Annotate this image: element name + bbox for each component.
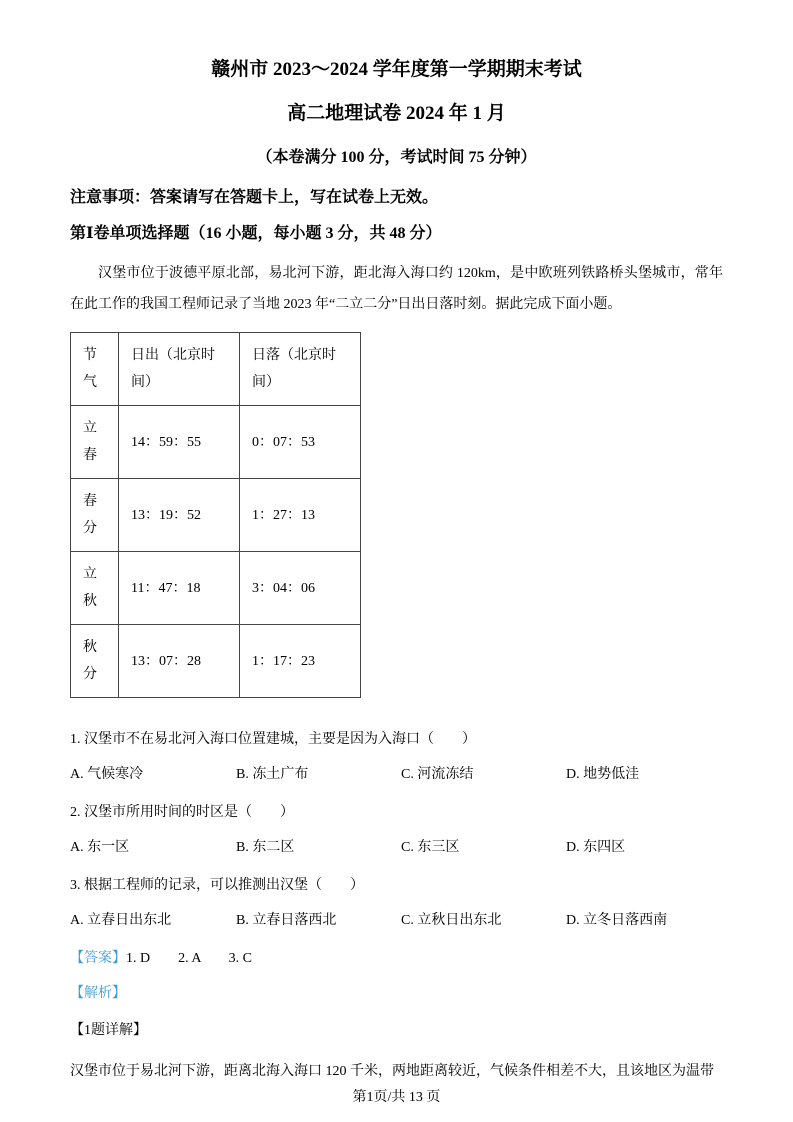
table-row <box>71 406 361 479</box>
exam-subtitle: （本卷满分 100 分，考试时间 75 分钟） <box>256 149 537 166</box>
table-cell-sunset: 0：07：53 <box>240 406 361 479</box>
question-3-options <box>70 911 723 931</box>
table-cell-sunset: 1：17：23 <box>240 625 361 698</box>
table-cell-sunrise: 13：07：28 <box>119 625 240 698</box>
table-header-term: 节气 <box>71 333 119 406</box>
answer-text: 1. D 2. A 3. C <box>126 951 253 966</box>
table-row <box>71 625 361 698</box>
question-3-option-b: B. 立春日落西北 <box>236 913 337 928</box>
answer-label: 【答案】 <box>70 951 126 966</box>
answer-line <box>70 949 723 969</box>
question-2 <box>70 803 723 858</box>
table-cell-term: 春分 <box>71 479 119 552</box>
question-3-option-d: D. 立冬日落西南 <box>566 913 668 928</box>
question-2-option-d: D. 东四区 <box>566 840 626 855</box>
question-3-option-a: A. 立春日出东北 <box>70 913 172 928</box>
question-1-option-d: D. 地势低洼 <box>566 767 640 782</box>
sunrise-sunset-table <box>70 332 361 698</box>
exam-title-line2: 高二地理试卷 2024 年 1 月 <box>287 103 506 124</box>
question-2-option-c: C. 东三区 <box>401 840 460 855</box>
table-cell-term: 立春 <box>71 406 119 479</box>
question-1-option-a: A. 气候寒冷 <box>70 767 144 782</box>
table-cell-sunrise: 11：47：18 <box>119 552 240 625</box>
question-1-stem: 1. 汉堡市不在易北河入海口位置建城，主要是因为入海口（ ） <box>70 732 476 747</box>
question-3 <box>70 876 723 931</box>
table-header-sunset: 日落（北京时间） <box>240 333 361 406</box>
table-row <box>71 479 361 552</box>
question-3-option-c: C. 立秋日出东北 <box>401 913 502 928</box>
analysis-label: 【解析】 <box>70 986 126 1001</box>
table-cell-sunrise: 14：59：55 <box>119 406 240 479</box>
question-1-options <box>70 765 723 785</box>
question-1 <box>70 730 723 785</box>
table-cell-sunrise: 13：19：52 <box>119 479 240 552</box>
question-3-stem: 3. 根据工程师的记录，可以推测出汉堡（ ） <box>70 878 364 893</box>
table-row <box>71 552 361 625</box>
notice-line: 注意事项：答案请写在答题卡上，写在试卷上无效。 <box>70 189 439 206</box>
question-2-options <box>70 838 723 858</box>
question-2-option-a: A. 东一区 <box>70 840 130 855</box>
intro-paragraph: 汉堡市位于波德平原北部，易北河下游，距北海入海口约 120km，是中欧班列铁路桥头堡城市，常年在此工作的我国工程师记录了当地 2023 年“二立二分”日出日落时刻。据此完成下面小题。 <box>70 266 723 312</box>
table-header-row <box>71 333 361 406</box>
table-cell-term: 秋分 <box>71 625 119 698</box>
table-header-sunrise: 日出（北京时间） <box>119 333 240 406</box>
questions-block <box>70 730 723 931</box>
question-1-option-c: C. 河流冻结 <box>401 767 474 782</box>
page-footer: 第1页/共 13 页 <box>352 1090 441 1105</box>
table-cell-term: 立秋 <box>71 552 119 625</box>
analysis-paragraph: 汉堡市位于易北河下游，距离北海入海口 120 千米，两地距离较近，气候条件相差不大，且该地区为温带 <box>70 1064 714 1079</box>
table-cell-sunset: 1：27：13 <box>240 479 361 552</box>
question-2-option-b: B. 东二区 <box>236 840 295 855</box>
section-title: 第Ⅰ卷单项选择题（16 小题，每小题 3 分，共 48 分） <box>70 225 442 242</box>
question-2-stem: 2. 汉堡市所用时间的时区是（ ） <box>70 805 294 820</box>
detail-heading: 【1题详解】 <box>70 1023 147 1038</box>
exam-title-line1: 赣州市 2023～2024 学年度第一学期期末考试 <box>211 59 582 80</box>
table-cell-sunset: 3：04：06 <box>240 552 361 625</box>
question-1-option-b: B. 冻土广布 <box>236 767 309 782</box>
